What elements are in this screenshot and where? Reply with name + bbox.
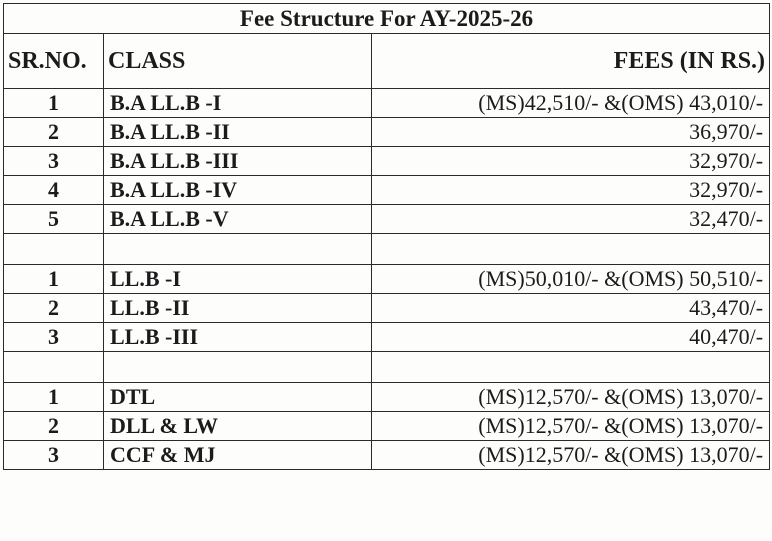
class-cell: LL.B -II: [104, 294, 372, 323]
class-cell: LL.B -I: [104, 265, 372, 294]
blank-cell: [104, 234, 372, 265]
blank-cell: [372, 352, 770, 383]
table-row: [4, 265, 770, 294]
sr-cell: 4: [4, 176, 104, 205]
table-row: [4, 147, 770, 176]
table-row: [4, 176, 770, 205]
class-cell: DTL: [104, 383, 372, 412]
sr-cell: 2: [4, 294, 104, 323]
sr-cell: 1: [4, 383, 104, 412]
table-row: [4, 118, 770, 147]
sr-cell: 5: [4, 205, 104, 234]
fees-cell: 32,970/-: [372, 147, 770, 176]
sr-cell: 3: [4, 147, 104, 176]
header-class: CLASS: [104, 34, 372, 89]
table-row: [4, 323, 770, 352]
blank-separator-row: [4, 234, 770, 265]
class-cell: LL.B -III: [104, 323, 372, 352]
header-sr-no: SR.NO.: [4, 34, 104, 89]
blank-separator-row: [4, 352, 770, 383]
class-cell: B.A LL.B -V: [104, 205, 372, 234]
fees-cell: 40,470/-: [372, 323, 770, 352]
blank-cell: [4, 352, 104, 383]
class-cell: B.A LL.B -III: [104, 147, 372, 176]
fees-cell: (MS)12,570/- &(OMS) 13,070/-: [372, 412, 770, 441]
table-row: [4, 412, 770, 441]
fees-cell: 32,970/-: [372, 176, 770, 205]
fees-cell: (MS)12,570/- &(OMS) 13,070/-: [372, 383, 770, 412]
sr-cell: 1: [4, 265, 104, 294]
sr-cell: 3: [4, 323, 104, 352]
sr-cell: 2: [4, 412, 104, 441]
blank-cell: [372, 234, 770, 265]
fees-cell: (MS)42,510/- &(OMS) 43,010/-: [372, 89, 770, 118]
class-cell: B.A LL.B -IV: [104, 176, 372, 205]
table-row: [4, 205, 770, 234]
sr-cell: 1: [4, 89, 104, 118]
fee-table-body: [4, 89, 770, 470]
fee-structure-table: [3, 3, 770, 470]
table-row: [4, 89, 770, 118]
header-row: [4, 34, 770, 89]
fees-cell: 32,470/-: [372, 205, 770, 234]
sr-cell: 2: [4, 118, 104, 147]
header-fees: FEES (IN RS.): [372, 34, 770, 89]
table-row: [4, 383, 770, 412]
table-row: [4, 294, 770, 323]
table-row: [4, 441, 770, 470]
fees-cell: 36,970/-: [372, 118, 770, 147]
fees-cell: (MS)50,010/- &(OMS) 50,510/-: [372, 265, 770, 294]
sr-cell: 3: [4, 441, 104, 470]
table-title: Fee Structure For AY-2025-26: [4, 4, 770, 34]
class-cell: B.A LL.B -II: [104, 118, 372, 147]
class-cell: CCF & MJ: [104, 441, 372, 470]
fees-cell: (MS)12,570/- &(OMS) 13,070/-: [372, 441, 770, 470]
title-row: [4, 4, 770, 34]
class-cell: DLL & LW: [104, 412, 372, 441]
fees-cell: 43,470/-: [372, 294, 770, 323]
class-cell: B.A LL.B -I: [104, 89, 372, 118]
blank-cell: [4, 234, 104, 265]
blank-cell: [104, 352, 372, 383]
